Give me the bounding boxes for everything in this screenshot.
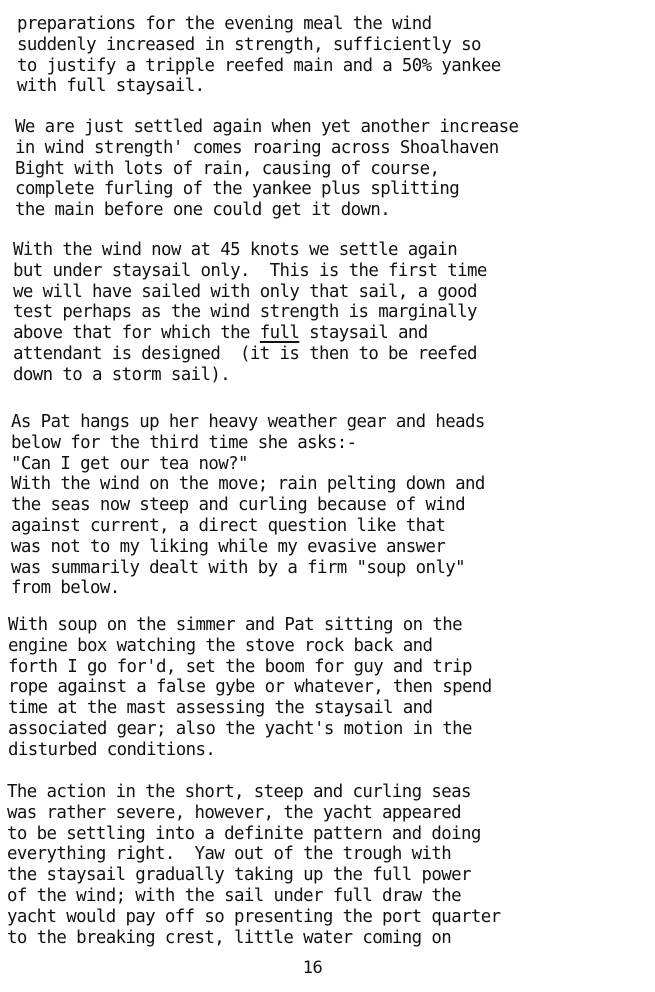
text-line: engine box watching the stove rock back and — [8, 635, 433, 656]
text-line: down to a storm sail). — [13, 364, 231, 385]
text-line: the staysail gradually taking up the full power — [7, 865, 471, 886]
text-line: suddenly increased in strength, sufficiently so — [17, 34, 481, 55]
paragraph — [11, 412, 651, 599]
text-line: to the breaking crest, little water coming on — [7, 927, 452, 948]
text-segment: above that for which the — [13, 323, 260, 344]
text-line: was not to my liking while my evasive answer — [11, 536, 446, 557]
text-line: yacht would pay off so presenting the port quarter — [7, 906, 501, 927]
text-line: attendant is designed (it is then to be reefed — [13, 343, 477, 364]
text-line: but under staysail only. This is the first time — [13, 260, 487, 281]
text-line: in wind strength' comes roaring across Shoalhaven — [15, 137, 499, 158]
text-line: Bight with lots of rain, causing of course, — [15, 158, 440, 179]
page-number: 16 — [302, 958, 323, 978]
paragraph — [7, 782, 647, 948]
paragraph — [8, 615, 648, 761]
text-line: With the wind on the move; rain pelting down and — [11, 474, 485, 495]
text-line: was rather severe, however, the yacht appeared — [7, 802, 462, 823]
text-line: With the wind now at 45 knots we settle again — [13, 240, 458, 260]
text-line: below for the third time she asks:- — [11, 432, 357, 453]
text-line: with full staysail. — [17, 76, 205, 97]
text-line: time at the mast assessing the staysail and — [8, 698, 433, 719]
text-line: was summarily dealt with by a firm "soup only" — [11, 557, 466, 578]
text-line: everything right. Yaw out of the trough with — [7, 844, 452, 865]
text-line: preparations for the evening meal the wind — [17, 14, 432, 34]
text-line: The action in the short, steep and curling seas — [7, 782, 471, 802]
text-line: from below. — [11, 578, 120, 599]
text-line: the main before one could get it down. — [15, 200, 391, 221]
text-line: As Pat hangs up her heavy weather gear and heads — [11, 412, 485, 432]
paragraph — [15, 117, 655, 221]
text-line: of the wind; with the sail under full draw the — [7, 885, 462, 906]
paragraph — [13, 240, 653, 386]
text-line: to justify a tripple reefed main and a 50% yankee — [17, 55, 501, 76]
text-line: We are just settled again when yet another increase — [15, 117, 519, 137]
text-line: associated gear; also the yacht's motion in the — [8, 718, 472, 739]
text-line: the seas now steep and curling because of wind — [11, 495, 466, 516]
text-line: against current, a direct question like that — [11, 515, 446, 536]
text-line: forth I go for'd, set the boom for guy and trip — [8, 656, 472, 677]
text-line: we will have sailed with only that sail, a good — [13, 281, 477, 302]
text-line: test perhaps as the wind strength is marginally — [13, 302, 477, 323]
text-line: "Can I get our tea now?" — [11, 453, 248, 474]
text-line: With soup on the simmer and Pat sitting on the — [8, 615, 463, 635]
text-segment: staysail and — [299, 323, 428, 344]
text-line: rope against a false gybe or whatever, then spend — [8, 677, 492, 698]
underlined-word: full — [259, 323, 300, 344]
text-line: to be settling into a definite pattern and doing — [7, 823, 481, 844]
paragraph — [17, 14, 655, 97]
text-line: complete furling of the yankee plus splitting — [15, 179, 460, 200]
text-line: disturbed conditions. — [8, 739, 216, 760]
text-line — [13, 323, 653, 344]
